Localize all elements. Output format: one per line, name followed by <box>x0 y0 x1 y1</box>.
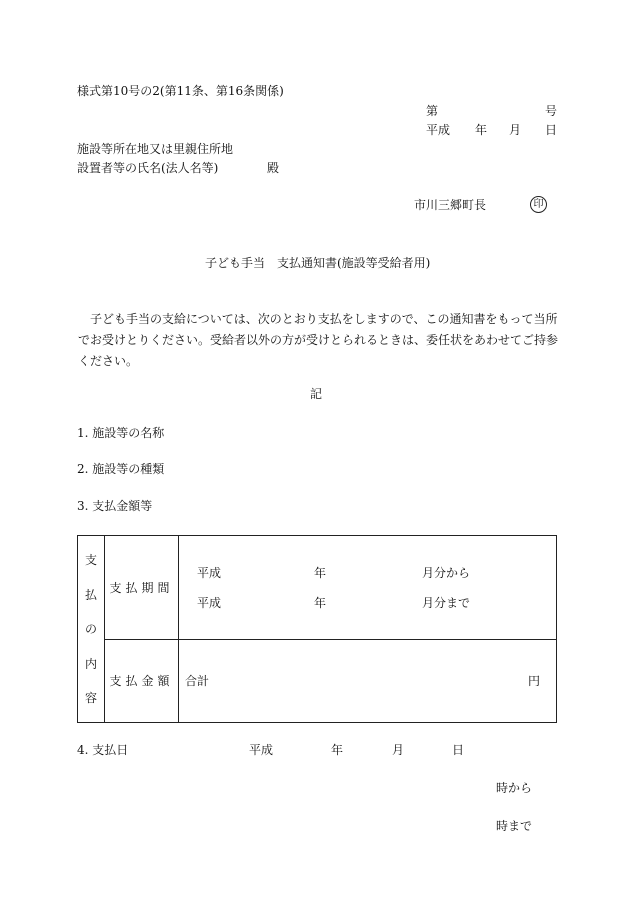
date-year: 年 <box>475 123 488 137</box>
payment-date-day: 日 <box>452 743 465 757</box>
item-payment-amount: 3. 支払金額等 <box>77 499 153 513</box>
period-to-month: 月分まで <box>422 596 471 610</box>
payment-date-year: 年 <box>331 743 344 757</box>
recipient-address: 施設等所在地又は里親住所地 <box>77 142 234 156</box>
payment-content-label <box>78 536 105 723</box>
issuer-name: 市川三郷町長 <box>414 198 487 212</box>
payment-time-to: 時まで <box>496 819 533 833</box>
item-facility-name: 1. 施設等の名称 <box>77 426 165 440</box>
doc-number-prefix: 第 <box>426 104 439 118</box>
vlabel-char: 支 <box>84 553 97 567</box>
item-facility-type: 2. 施設等の種類 <box>77 462 165 476</box>
amount-label: 支払金額 <box>105 640 179 723</box>
vlabel-char: 払 <box>84 587 97 602</box>
amount-content <box>179 640 557 723</box>
payment-time-from: 時から <box>496 781 533 795</box>
currency-unit: 円 <box>527 674 540 688</box>
period-from-era: 平成 <box>197 566 222 580</box>
seal-mark: 印 <box>530 196 547 213</box>
period-content <box>179 536 557 640</box>
payment-date-label: 4. 支払日 <box>77 743 129 757</box>
recipient-honorific: 殿 <box>267 161 280 175</box>
payment-date-month: 月 <box>392 743 405 757</box>
period-to-era: 平成 <box>197 596 222 610</box>
ki-heading: 記 <box>310 387 323 401</box>
intro-paragraph <box>78 309 558 372</box>
document-title: 子ども手当 支払通知書(施設等受給者用) <box>205 256 431 270</box>
vlabel-char: の <box>84 622 97 636</box>
period-from-year: 年 <box>314 566 327 580</box>
payment-table <box>77 535 557 723</box>
vlabel-char: 内 <box>84 656 97 671</box>
form-number: 様式第10号の2(第11条、第16条関係) <box>77 84 284 98</box>
period-label: 支払期間 <box>105 536 179 640</box>
period-to-year: 年 <box>314 596 327 610</box>
doc-number-suffix: 号 <box>545 104 558 118</box>
recipient-name: 設置者等の氏名(法人名等) <box>77 161 219 175</box>
period-from-month: 月分から <box>422 566 471 580</box>
payment-date-era: 平成 <box>249 743 274 757</box>
vlabel-char: 容 <box>84 691 97 705</box>
date-day: 日 <box>545 123 558 137</box>
intro-text: 子ども手当の支給については、次のとおり支払をしますので、この通知書をもって当所でお受けとりください。受給者以外の方が受けとられるときは、委任状をあわせてご持参ください。 <box>78 312 559 368</box>
total-label: 合計 <box>185 674 210 688</box>
date-month: 月 <box>509 123 522 137</box>
date-era: 平成 <box>426 123 451 137</box>
